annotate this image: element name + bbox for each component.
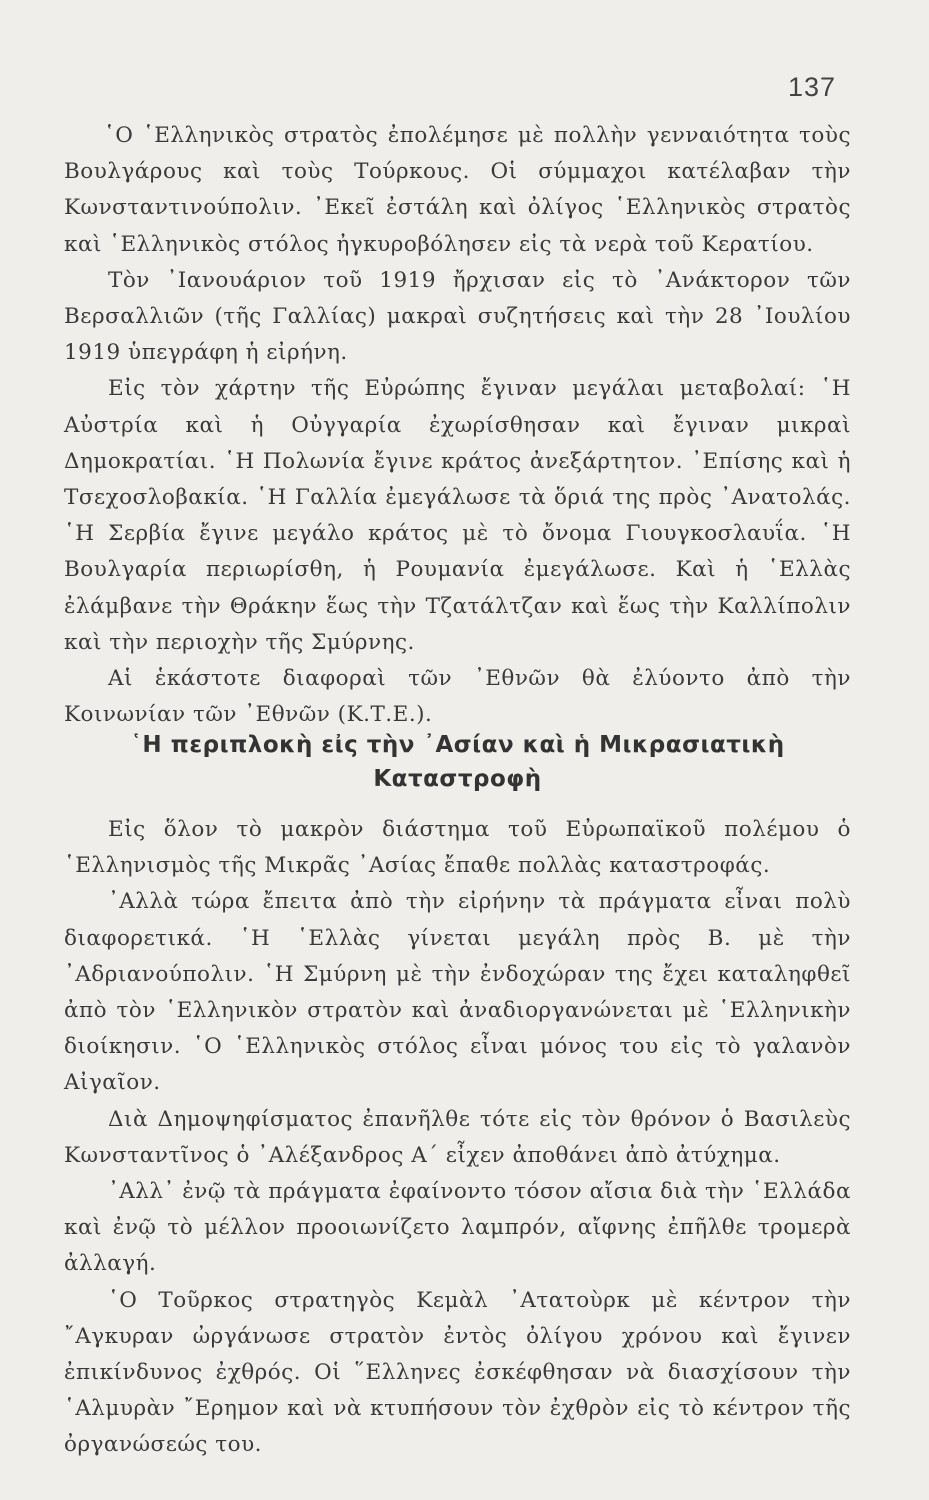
paragraph: ῾Ο ῾Ελληνικὸς στρατὸς ἐπολέμησε μὲ πολλὴν γενναιότητα τοὺς Βουλγάρους καὶ τοὺς Τούρκους. Οἱ σύμμαχοι κατέλαβαν τὴν Κωνσταντινούπολιν. ᾿Εκεῖ ἐστάλη καὶ ὀλίγος ῾Ελληνικὸς στρατὸς καὶ ῾Ελληνικὸς στόλος ἠγκυροβόλησεν εἰς τὰ νερὰ τοῦ Κερατίου. xyxy=(64,123,851,257)
paragraph: ῾Ο Τοῦρκος στρατηγὸς Κεμὰλ ᾿Ατατοὺρκ μὲ κέντρον τὴν ῎Αγκυραν ὠργάνωσε στρατὸν ἐντὸς ὀλίγου χρόνου καὶ ἔγινεν ἐπικίνδυνος ἐχθρός. Οἱ ῞Ελληνες ἐσκέφθησαν νὰ διασχίσουν τὴν ῾Αλμυρὰν ῎Ερημον καὶ νὰ κτυπήσουν τὸν ἐχθρὸν εἰς τὸ κέντρον τῆς ὀργανώσεώς του. xyxy=(64,1287,851,1458)
paragraph: Εἰς ὅλον τὸ μακρὸν διάστημα τοῦ Εὐρωπαϊκοῦ πολέμου ὁ ῾Ελληνισμὸς τῆς Μικρᾶς ᾿Ασίας ἔπαθε πολλὰς καταστροφάς. xyxy=(64,817,851,879)
paragraph: Αἱ ἑκάστοτε διαφοραὶ τῶν ᾿Εθνῶν θὰ ἐλύοντο ἀπὸ τὴν Κοινωνίαν τῶν ᾿Εθνῶν (Κ.Τ.Ε.). xyxy=(64,666,851,728)
paragraph: Τὸν ᾿Ιανουάριον τοῦ 1919 ἤρχισαν εἰς τὸ ᾿Ανάκτορον τῶν Βερσαλλιῶν (τῆς Γαλλίας) μακραὶ συζητήσεις καὶ τὴν 28 ᾿Ιουλίου 1919 ὑπεγράφη ἡ εἰρήνη. xyxy=(64,267,851,366)
paragraph: ᾿Αλλὰ τώρα ἔπειτα ἀπὸ τὴν εἰρήνην τὰ πράγματα εἶναι πολὺ διαφορετικά. ῾Η ῾Ελλὰς γίνεται μεγάλη πρὸς Β. μὲ τὴν ᾿Αδριανούπολιν. ῾Η Σμύρνη μὲ τὴν ἐνδοχώραν της ἔχει καταληφθεῖ ἀπὸ τὸν ῾Ελληνικὸν στρατὸν καὶ ἀναδιοργανώνεται μὲ ῾Ελληνικὴν διοίκησιν. ῾Ο ῾Ελληνικὸς στόλος εἶναι μόνος του εἰς τὸ γαλανὸν Αἰγαῖον. xyxy=(64,889,851,1096)
section-heading-line-2: Καταστροφὴ xyxy=(373,766,542,792)
text-block-bottom xyxy=(64,812,851,1464)
paragraph: Διὰ Δημοψηφίσματος ἐπανῆλθε τότε εἰς τὸν θρόνον ὁ Βασιλεὺς Κωνσταντῖνος ὁ ᾿Αλέξανδρος Α΄ εἶχεν ἀποθάνει ἀπὸ ἀτύχημα. xyxy=(64,1106,851,1168)
text-block-top xyxy=(64,118,851,733)
section-heading xyxy=(64,728,851,796)
page-number: 137 xyxy=(787,72,836,102)
section-heading-line-1: ῾Η περιπλοκὴ εἰς τὴν ᾿Ασίαν καὶ ἡ Μικρασιατικὴ xyxy=(130,732,785,758)
paragraph: Εἰς τὸν χάρτην τῆς Εὐρώπης ἔγιναν μεγάλαι μεταβολαί: ῾Η Αὐστρία καὶ ἡ Οὐγγαρία ἐχωρίσθησαν καὶ ἔγιναν μικραὶ Δημοκρατίαι. ῾Η Πολωνία ἔγινε κράτος ἀνεξάρτητον. ᾿Επίσης καὶ ἡ Τσεχοσλοβακία. ῾Η Γαλλία ἐμεγάλωσε τὰ ὅριά της πρὸς ᾿Ανατολάς. ῾Η Σερβία ἔγινε μεγάλο κράτος μὲ τὸ ὄνομα Γιουγκοσλαυΐα. ῾Η Βουλγαρία περιωρίσθη, ἡ Ρουμανία ἐμεγάλωσε. Καὶ ἡ ῾Ελλὰς ἐλάμβανε τὴν Θράκην ἕως τὴν Τζατάλτζαν καὶ ἕως τὴν Καλλίπολιν καὶ τὴν περιοχὴν τῆς Σμύρνης. xyxy=(64,376,851,655)
paragraph: ᾿Αλλ᾿ ἐνῷ τὰ πράγματα ἐφαίνοντο τόσον αἴσια διὰ τὴν ῾Ελλάδα καὶ ἐνῷ τὸ μέλλον προοιωνίζετο λαμπρόν, αἴφνης ἐπῆλθε τρομερὰ ἀλλαγή. xyxy=(64,1179,851,1277)
